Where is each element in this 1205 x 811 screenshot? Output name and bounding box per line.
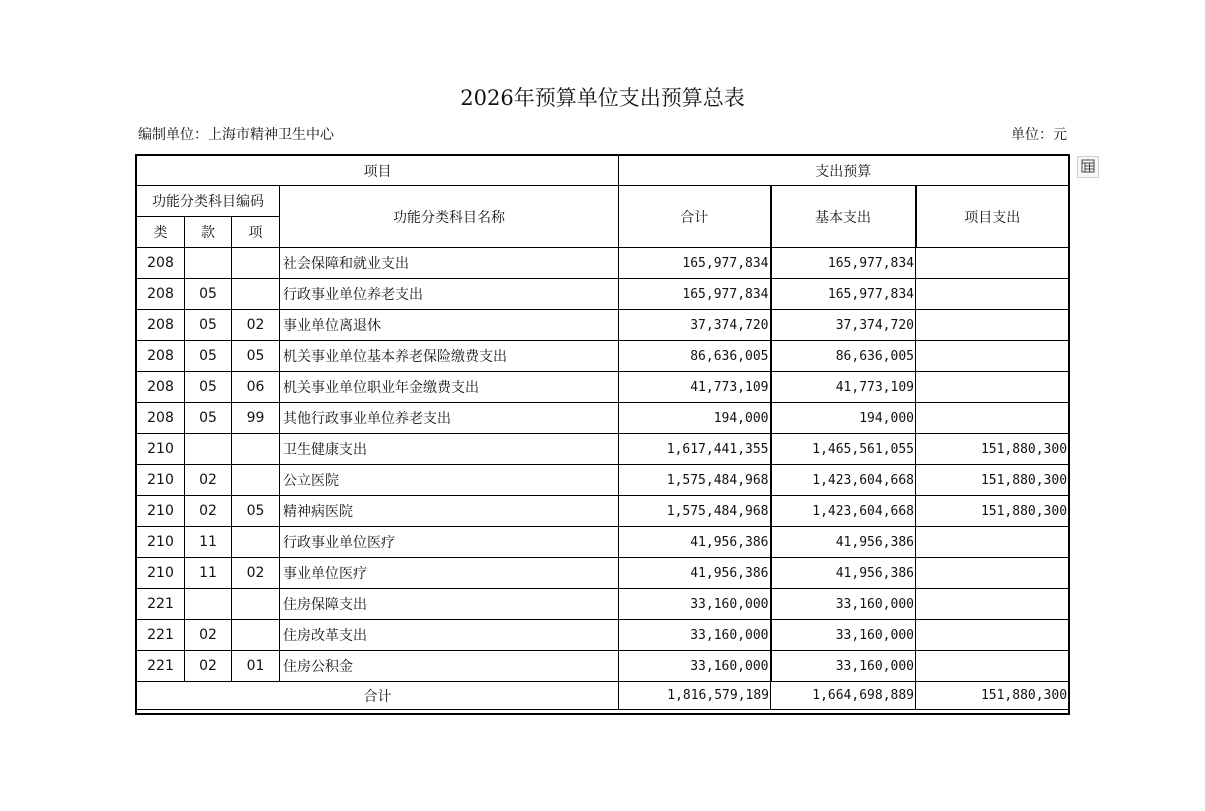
cell-subject-name: 机关事业单位基本养老保险缴费支出 xyxy=(280,341,619,372)
organization-label: 编制单位：上海市精神卫生中心 xyxy=(138,127,334,143)
cell-kuan: 02 xyxy=(185,651,232,682)
cell-subject-name: 精神病医院 xyxy=(280,496,619,527)
cell-project xyxy=(916,403,1069,434)
header-code-group: 功能分类科目编码 xyxy=(137,186,280,217)
cell-project xyxy=(916,341,1069,372)
cell-basic: 165,977,834 xyxy=(771,248,916,279)
cell-subject-name: 事业单位离退休 xyxy=(280,310,619,341)
table-row xyxy=(137,372,1069,403)
cell-kuan: 05 xyxy=(185,372,232,403)
cell-total: 194,000 xyxy=(619,403,771,434)
cell-xiang xyxy=(232,527,280,558)
cell-kuan: 05 xyxy=(185,341,232,372)
cell-xiang: 01 xyxy=(232,651,280,682)
cell-lei: 208 xyxy=(137,279,185,310)
header-project: 项目 xyxy=(137,156,619,186)
cell-xiang: 05 xyxy=(232,496,280,527)
table-row xyxy=(137,434,1069,465)
header-budget: 支出预算 xyxy=(619,156,1069,186)
cell-xiang xyxy=(232,434,280,465)
cell-total: 41,956,386 xyxy=(619,527,771,558)
cell-project xyxy=(916,248,1069,279)
cell-lei: 208 xyxy=(137,248,185,279)
header-row-mid xyxy=(137,186,1069,217)
cell-subject-name: 行政事业单位医疗 xyxy=(280,527,619,558)
table-export-button[interactable] xyxy=(1077,156,1099,178)
cell-basic: 1,423,604,668 xyxy=(771,465,916,496)
cell-lei: 210 xyxy=(137,496,185,527)
cell-xiang: 06 xyxy=(232,372,280,403)
cell-basic: 86,636,005 xyxy=(771,341,916,372)
header-kuan: 款 xyxy=(185,217,232,248)
header-project-expense: 项目支出 xyxy=(916,186,1069,248)
cell-lei: 221 xyxy=(137,620,185,651)
cell-total: 33,160,000 xyxy=(619,589,771,620)
cell-xiang xyxy=(232,465,280,496)
cell-lei: 210 xyxy=(137,434,185,465)
cell-project xyxy=(916,310,1069,341)
cell-subject-name: 机关事业单位职业年金缴费支出 xyxy=(280,372,619,403)
table-row xyxy=(137,403,1069,434)
cell-total: 1,575,484,968 xyxy=(619,496,771,527)
cell-kuan: 05 xyxy=(185,279,232,310)
cell-lei: 210 xyxy=(137,527,185,558)
cell-lei: 208 xyxy=(137,310,185,341)
header-subject-name: 功能分类科目名称 xyxy=(280,186,619,248)
table-row xyxy=(137,279,1069,310)
cell-subject-name: 事业单位医疗 xyxy=(280,558,619,589)
header-row-top xyxy=(137,156,1069,186)
budget-table xyxy=(136,155,1070,710)
cell-subject-name: 社会保障和就业支出 xyxy=(280,248,619,279)
totals-total: 1,816,579,189 xyxy=(619,682,771,710)
cell-kuan: 11 xyxy=(185,558,232,589)
cell-total: 86,636,005 xyxy=(619,341,771,372)
header-total: 合计 xyxy=(619,186,771,248)
cell-xiang xyxy=(232,279,280,310)
cell-total: 165,977,834 xyxy=(619,248,771,279)
cell-project xyxy=(916,651,1069,682)
cell-total: 1,575,484,968 xyxy=(619,465,771,496)
cell-xiang: 99 xyxy=(232,403,280,434)
cell-basic: 33,160,000 xyxy=(771,620,916,651)
cell-basic: 41,956,386 xyxy=(771,527,916,558)
cell-total: 33,160,000 xyxy=(619,651,771,682)
cell-lei: 208 xyxy=(137,341,185,372)
table-row xyxy=(137,496,1069,527)
table-row xyxy=(137,341,1069,372)
cell-basic: 194,000 xyxy=(771,403,916,434)
cell-lei: 210 xyxy=(137,465,185,496)
cell-lei: 208 xyxy=(137,372,185,403)
table-row xyxy=(137,589,1069,620)
cell-project xyxy=(916,527,1069,558)
page-title: 2026年预算单位支出预算总表 xyxy=(460,86,745,110)
cell-subject-name: 行政事业单位养老支出 xyxy=(280,279,619,310)
cell-basic: 1,423,604,668 xyxy=(771,496,916,527)
cell-total: 41,956,386 xyxy=(619,558,771,589)
totals-project: 151,880,300 xyxy=(916,682,1069,710)
cell-basic: 1,465,561,055 xyxy=(771,434,916,465)
cell-project: 151,880,300 xyxy=(916,465,1069,496)
cell-kuan xyxy=(185,589,232,620)
totals-row xyxy=(137,682,1069,710)
cell-project xyxy=(916,372,1069,403)
header-xiang: 项 xyxy=(232,217,280,248)
cell-subject-name: 其他行政事业单位养老支出 xyxy=(280,403,619,434)
cell-basic: 41,956,386 xyxy=(771,558,916,589)
cell-kuan: 05 xyxy=(185,310,232,341)
table-row xyxy=(137,465,1069,496)
cell-kuan: 02 xyxy=(185,465,232,496)
cell-total: 33,160,000 xyxy=(619,620,771,651)
cell-total: 41,773,109 xyxy=(619,372,771,403)
cell-xiang xyxy=(232,620,280,651)
cell-basic: 165,977,834 xyxy=(771,279,916,310)
cell-xiang: 02 xyxy=(232,310,280,341)
cell-basic: 33,160,000 xyxy=(771,589,916,620)
cell-project: 151,880,300 xyxy=(916,434,1069,465)
cell-kuan xyxy=(185,248,232,279)
cell-kuan: 11 xyxy=(185,527,232,558)
table-row xyxy=(137,651,1069,682)
cell-lei: 221 xyxy=(137,651,185,682)
cell-basic: 37,374,720 xyxy=(771,310,916,341)
cell-project xyxy=(916,558,1069,589)
cell-project: 151,880,300 xyxy=(916,496,1069,527)
cell-lei: 210 xyxy=(137,558,185,589)
table-export-icon xyxy=(1081,158,1095,177)
cell-lei: 221 xyxy=(137,589,185,620)
unit-label: 单位：元 xyxy=(1011,127,1067,143)
cell-total: 1,617,441,355 xyxy=(619,434,771,465)
header-lei: 类 xyxy=(137,217,185,248)
cell-kuan: 05 xyxy=(185,403,232,434)
cell-basic: 41,773,109 xyxy=(771,372,916,403)
table-row xyxy=(137,310,1069,341)
cell-kuan: 02 xyxy=(185,620,232,651)
cell-lei: 208 xyxy=(137,403,185,434)
cell-total: 165,977,834 xyxy=(619,279,771,310)
totals-basic: 1,664,698,889 xyxy=(771,682,916,710)
cell-project xyxy=(916,620,1069,651)
cell-project xyxy=(916,589,1069,620)
cell-subject-name: 卫生健康支出 xyxy=(280,434,619,465)
cell-xiang: 05 xyxy=(232,341,280,372)
cell-xiang: 02 xyxy=(232,558,280,589)
cell-xiang xyxy=(232,589,280,620)
table-row xyxy=(137,620,1069,651)
cell-xiang xyxy=(232,248,280,279)
totals-label: 合计 xyxy=(137,682,619,710)
cell-total: 37,374,720 xyxy=(619,310,771,341)
cell-project xyxy=(916,279,1069,310)
cell-subject-name: 住房改革支出 xyxy=(280,620,619,651)
cell-kuan xyxy=(185,434,232,465)
cell-kuan: 02 xyxy=(185,496,232,527)
table-row xyxy=(137,558,1069,589)
table-row xyxy=(137,527,1069,558)
header-basic: 基本支出 xyxy=(771,186,916,248)
table-row xyxy=(137,248,1069,279)
cell-subject-name: 住房保障支出 xyxy=(280,589,619,620)
cell-basic: 33,160,000 xyxy=(771,651,916,682)
cell-subject-name: 住房公积金 xyxy=(280,651,619,682)
cell-subject-name: 公立医院 xyxy=(280,465,619,496)
